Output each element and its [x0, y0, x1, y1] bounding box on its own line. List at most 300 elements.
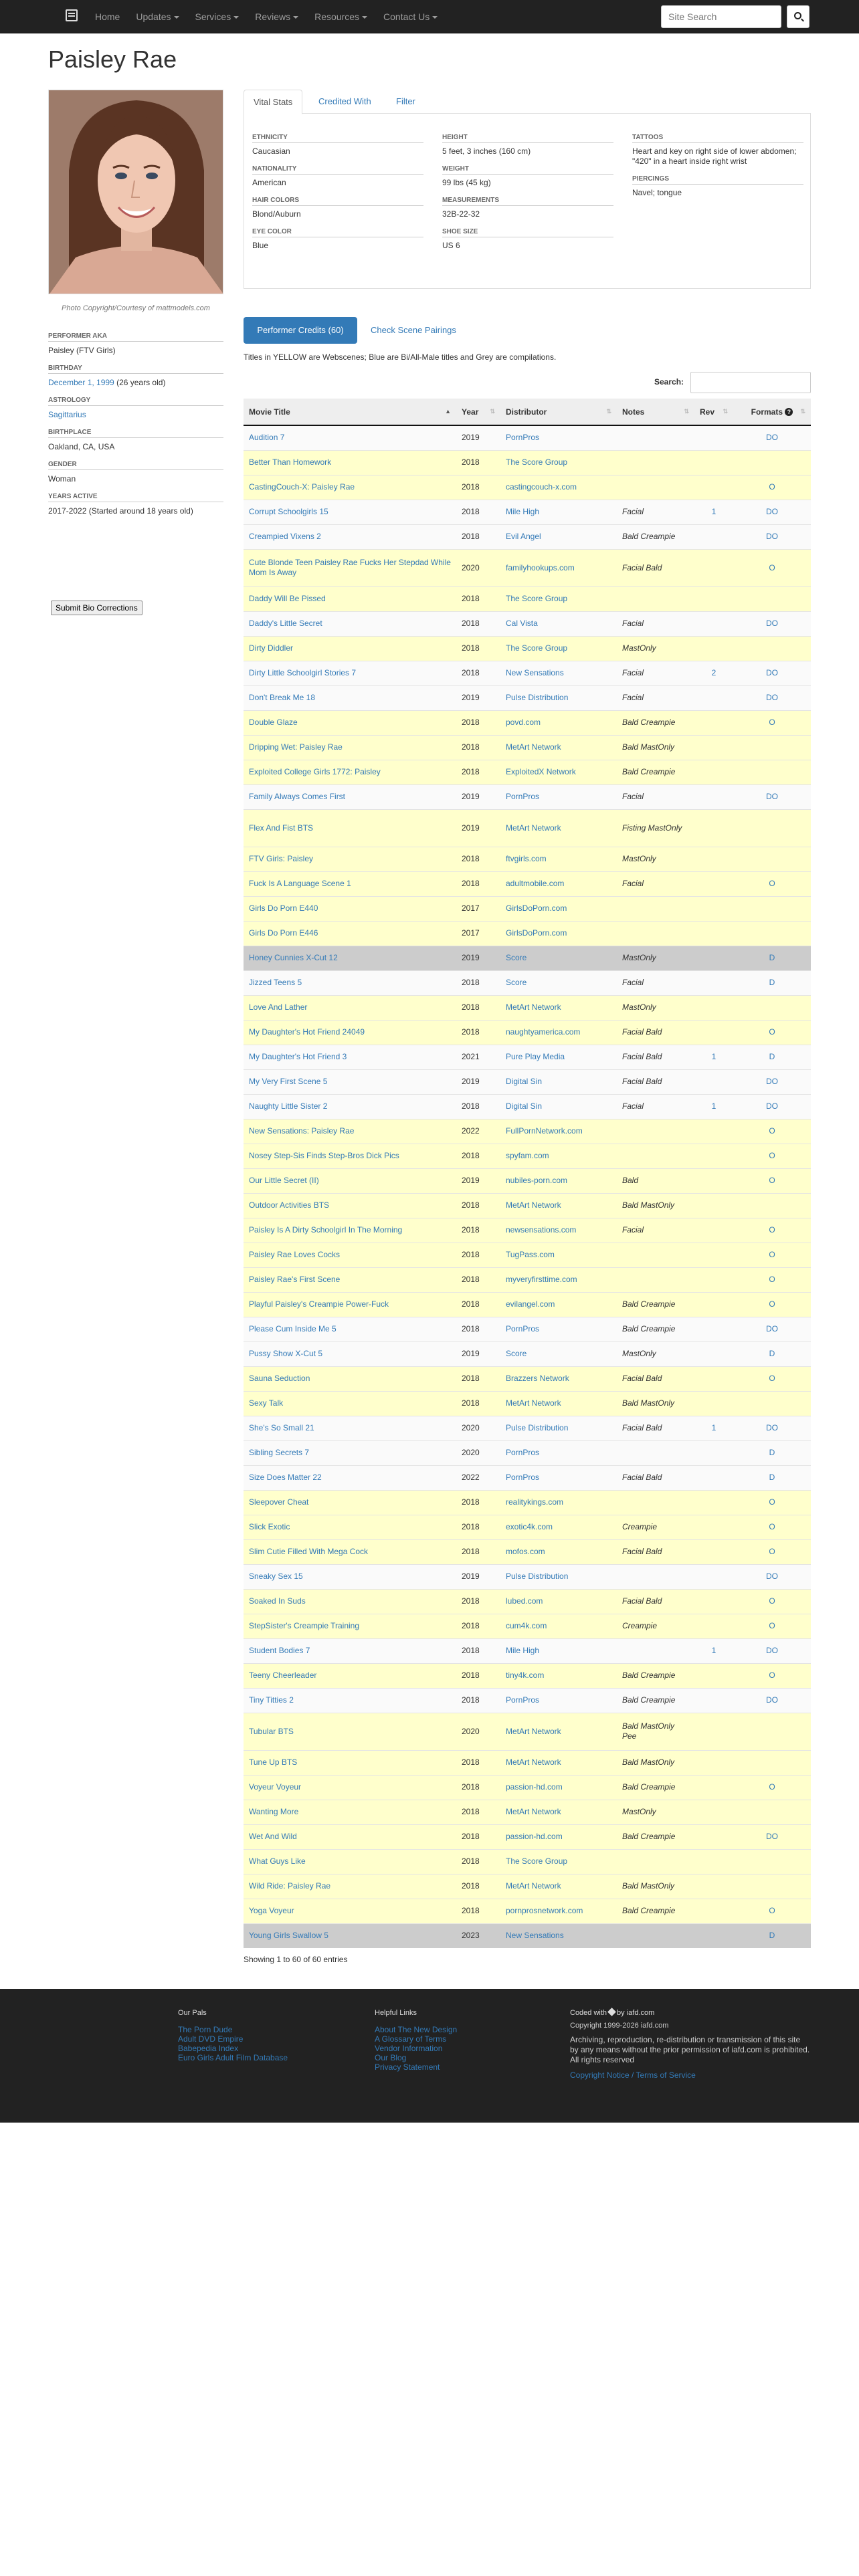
title-link[interactable]: Better Than Homework [249, 457, 332, 467]
performer-credits-button[interactable]: Performer Credits (60) [244, 317, 357, 344]
nav-item-reviews[interactable]: Reviews [247, 0, 306, 33]
formats-link[interactable]: O [769, 1497, 775, 1507]
help-question-icon[interactable]: ? [785, 408, 793, 416]
cell-notes [617, 1267, 694, 1292]
distributor-link[interactable]: Score [506, 953, 527, 962]
cell-formats [733, 1490, 811, 1515]
formats-link[interactable]: DO [766, 693, 778, 702]
cell-title [244, 1144, 456, 1168]
bio-value-performer-aka: Paisley (FTV Girls) [48, 346, 116, 355]
distributor-link[interactable]: PornPros [506, 1324, 540, 1333]
formats-link[interactable]: DO [766, 507, 778, 516]
formats-link[interactable]: O [769, 1225, 775, 1235]
formats-link[interactable]: O [769, 1547, 775, 1556]
cell-notes: MastOnly [617, 1800, 694, 1824]
title-link[interactable]: Voyeur Voyeur [249, 1782, 302, 1792]
title-link[interactable]: StepSister's Creampie Training [249, 1621, 360, 1630]
cell-title [244, 1094, 456, 1119]
cell-rev [694, 1094, 733, 1119]
distributor-link[interactable]: MetArt Network [506, 1398, 561, 1408]
formats-link[interactable]: O [769, 879, 775, 888]
bio-label-birthday: BIRTHDAY [48, 364, 223, 374]
formats-link[interactable]: O [769, 1176, 775, 1185]
title-link[interactable]: Naughty Little Sister 2 [249, 1101, 328, 1111]
title-link[interactable]: Corrupt Schoolgirls 15 [249, 507, 328, 516]
formats-link[interactable]: DO [766, 1572, 778, 1581]
cell-notes: Bald Creampie [617, 1688, 694, 1713]
cell-formats [733, 995, 811, 1020]
formats-link[interactable]: O [769, 1151, 775, 1160]
rev-link[interactable]: 1 [711, 507, 717, 516]
sort-icon: ⇅ [723, 408, 728, 415]
distributor-link[interactable]: passion-hd.com [506, 1832, 563, 1841]
rev-link[interactable]: 1 [711, 1101, 717, 1111]
cell-notes: Bald MastOnly [617, 735, 694, 760]
title-link[interactable]: Flex And Fist BTS [249, 823, 314, 833]
cell-distributor [500, 1391, 617, 1416]
cell-year: 2018 [456, 500, 500, 524]
distributor-link[interactable]: Mile High [506, 1646, 540, 1655]
formats-link[interactable]: O [769, 1782, 775, 1792]
rev-link[interactable]: 2 [711, 668, 717, 677]
cell-rev [694, 735, 733, 760]
vital-value-nationality: American [252, 178, 286, 187]
title-link[interactable]: She's So Small 21 [249, 1423, 314, 1432]
cell-distributor [500, 1193, 617, 1218]
formats-link[interactable]: D [769, 1931, 775, 1941]
distributor-link[interactable]: Pulse Distribution [506, 1572, 569, 1581]
formats-link[interactable]: D [769, 1349, 775, 1358]
table-row [244, 450, 811, 475]
table-row [244, 1292, 811, 1317]
distributor-link[interactable]: GirlsDoPorn.com [506, 903, 567, 913]
distributor-link[interactable]: nubiles-porn.com [506, 1176, 568, 1185]
distributor-link[interactable]: Pulse Distribution [506, 1423, 569, 1432]
formats-link[interactable]: DO [766, 1077, 778, 1086]
vitals-column-1 [252, 134, 423, 259]
formats-link[interactable]: DO [766, 433, 778, 443]
title-link[interactable]: Double Glaze [249, 718, 298, 727]
distributor-link[interactable]: Score [506, 978, 527, 987]
distributor-link[interactable]: The Score Group [506, 1856, 568, 1866]
formats-link[interactable]: O [769, 1621, 775, 1630]
distributor-link[interactable]: realitykings.com [506, 1497, 564, 1507]
bio-label-performer-aka: PERFORMER AKA [48, 332, 223, 342]
cell-formats [733, 661, 811, 685]
distributor-link[interactable]: MetArt Network [506, 1002, 561, 1012]
formats-link[interactable]: DO [766, 1646, 778, 1655]
cell-title [244, 1923, 456, 1948]
cell-formats [733, 760, 811, 784]
distributor-link[interactable]: MetArt Network [506, 1757, 561, 1767]
title-link[interactable]: Sneaky Sex 15 [249, 1572, 303, 1581]
distributor-link[interactable]: New Sensations [506, 668, 564, 677]
bio-label-gender: GENDER [48, 461, 223, 470]
title-link[interactable]: Slick Exotic [249, 1522, 290, 1531]
footer-link-the-porn-dude[interactable]: The Porn Dude [178, 2025, 233, 2034]
formats-link[interactable]: D [769, 978, 775, 987]
distributor-link[interactable]: adultmobile.com [506, 879, 565, 888]
cell-distributor [500, 1020, 617, 1045]
cell-notes: Facial Bald [617, 1465, 694, 1490]
title-link[interactable]: Outdoor Activities BTS [249, 1200, 330, 1210]
footer-link-euro-girls-adult-film-database[interactable]: Euro Girls Adult Film Database [178, 2053, 288, 2062]
title-link[interactable]: Sleepover Cheat [249, 1497, 309, 1507]
cell-year: 2018 [456, 586, 500, 611]
formats-link[interactable]: DO [766, 668, 778, 677]
nav-item-home[interactable]: Home [95, 11, 120, 22]
cell-notes: Bald MastOnly [617, 1874, 694, 1899]
title-link[interactable]: Dripping Wet: Paisley Rae [249, 742, 343, 752]
cell-rev [694, 1564, 733, 1589]
table-row [244, 425, 811, 450]
cell-notes: Bald Creampie [617, 524, 694, 549]
title-link[interactable]: Girls Do Porn E440 [249, 903, 318, 913]
title-link[interactable]: Audition 7 [249, 433, 285, 443]
formats-link[interactable]: DO [766, 1832, 778, 1841]
title-link[interactable]: FTV Girls: Paisley [249, 854, 314, 863]
distributor-link[interactable]: PornPros [506, 1695, 540, 1705]
rev-link[interactable]: 1 [711, 1646, 717, 1655]
formats-link[interactable]: O [769, 1374, 775, 1383]
title-link[interactable]: Teeny Cheerleader [249, 1671, 317, 1680]
cell-distributor [500, 1218, 617, 1243]
distributor-link[interactable]: MetArt Network [506, 1807, 561, 1816]
cell-formats [733, 710, 811, 735]
title-link[interactable]: Wet And Wild [249, 1832, 297, 1841]
distributor-link[interactable]: The Score Group [506, 643, 568, 653]
cell-notes: Facial [617, 661, 694, 685]
title-link[interactable]: Young Girls Swallow 5 [249, 1931, 328, 1941]
distributor-link[interactable]: castingcouch-x.com [506, 482, 577, 492]
title-link[interactable]: Sexy Talk [249, 1398, 284, 1408]
cell-rev [694, 970, 733, 995]
tab-filter[interactable]: Filter [396, 96, 415, 106]
tab-credited-with[interactable]: Credited With [318, 96, 371, 106]
footer-link-privacy-statement[interactable]: Privacy Statement [375, 2062, 440, 2072]
title-link[interactable]: Exploited College Girls 1772: Paisley [249, 767, 381, 776]
title-link[interactable]: Yoga Voyeur [249, 1906, 294, 1915]
table-search-label: Search: [654, 377, 684, 387]
scene-pairings-link[interactable]: Check Scene Pairings [371, 325, 456, 335]
cell-formats [733, 1923, 811, 1948]
formats-link[interactable]: D [769, 1052, 775, 1061]
cell-notes [617, 1564, 694, 1589]
table-search-input[interactable] [690, 372, 811, 393]
cell-formats [733, 946, 811, 970]
formats-link[interactable]: O [769, 482, 775, 492]
title-link[interactable]: Playful Paisley's Creampie Power-Fuck [249, 1299, 389, 1309]
formats-link[interactable]: DO [766, 532, 778, 541]
bio-value-gender: Woman [48, 474, 76, 484]
table-row [244, 1874, 811, 1899]
col-header-formats[interactable]: Formats ? ⇅ [733, 399, 811, 425]
cell-distributor [500, 661, 617, 685]
distributor-link[interactable]: cum4k.com [506, 1621, 547, 1630]
nav-item-resources[interactable]: Resources [306, 0, 375, 33]
cell-year: 2018 [456, 611, 500, 636]
cell-rev [694, 1440, 733, 1465]
distributor-link[interactable]: mofos.com [506, 1547, 545, 1556]
cell-year: 2018 [456, 847, 500, 871]
cell-year: 2018 [456, 1515, 500, 1539]
cell-year: 2018 [456, 524, 500, 549]
cell-formats [733, 847, 811, 871]
bio-link[interactable]: Sagittarius [48, 410, 86, 419]
footer-link-adult-dvd-empire[interactable]: Adult DVD Empire [178, 2034, 244, 2044]
footer-link-our-blog[interactable]: Our Blog [375, 2053, 407, 2062]
cell-year: 2018 [456, 475, 500, 500]
distributor-link[interactable]: newsensations.com [506, 1225, 577, 1235]
distributor-link[interactable]: familyhookups.com [506, 562, 575, 572]
tab-vital-stats[interactable]: Vital Stats [244, 90, 302, 114]
title-link[interactable]: Paisley Rae's First Scene [249, 1275, 341, 1284]
distributor-link[interactable]: The Score Group [506, 457, 568, 467]
distributor-link[interactable]: New Sensations [506, 1931, 564, 1941]
title-link[interactable]: What Guys Like [249, 1856, 306, 1866]
distributor-link[interactable]: Evil Angel [506, 532, 541, 541]
cell-title [244, 450, 456, 475]
rev-link[interactable]: 1 [711, 1052, 717, 1061]
cell-notes: Facial [617, 970, 694, 995]
footer-pals-heading: Our Pals [178, 2009, 207, 2017]
formats-link[interactable]: D [769, 1448, 775, 1457]
distributor-link[interactable]: MetArt Network [506, 1881, 561, 1891]
formats-link[interactable]: O [769, 1906, 775, 1915]
cell-distributor [500, 760, 617, 784]
distributor-link[interactable]: MetArt Network [506, 742, 561, 752]
distributor-link[interactable]: PornPros [506, 792, 540, 801]
title-link[interactable]: Student Bodies 7 [249, 1646, 310, 1655]
title-link[interactable]: New Sensations: Paisley Rae [249, 1126, 355, 1136]
title-link[interactable]: Our Little Secret (II) [249, 1176, 319, 1185]
cell-distributor [500, 847, 617, 871]
distributor-link[interactable]: myveryfirsttime.com [506, 1275, 577, 1284]
table-row [244, 1539, 811, 1564]
distributor-link[interactable]: Digital Sin [506, 1077, 543, 1086]
title-link[interactable]: Family Always Comes First [249, 792, 346, 801]
title-link[interactable]: Don't Break Me 18 [249, 693, 316, 702]
cell-notes: Fisting MastOnly [617, 809, 694, 847]
footer-copyright [570, 2009, 811, 2080]
rev-link[interactable]: 1 [711, 1423, 717, 1432]
distributor-link[interactable]: Brazzers Network [506, 1374, 569, 1383]
home-brand-icon[interactable] [66, 9, 78, 21]
title-link[interactable]: Sibling Secrets 7 [249, 1448, 310, 1457]
distributor-link[interactable]: FullPornNetwork.com [506, 1126, 583, 1136]
formats-link[interactable]: O [769, 1250, 775, 1259]
col-header-notes[interactable]: Notes ⇅ [617, 399, 694, 425]
distributor-link[interactable]: GirlsDoPorn.com [506, 928, 567, 938]
distributor-link[interactable]: evilangel.com [506, 1299, 555, 1309]
title-link[interactable]: Paisley Is A Dirty Schoolgirl In The Morning [249, 1225, 403, 1235]
cell-year: 2018 [456, 970, 500, 995]
distributor-link[interactable]: Pure Play Media [506, 1052, 565, 1061]
vital-value-measurements: 32B-22-32 [442, 209, 480, 219]
formats-link[interactable]: DO [766, 792, 778, 801]
title-link[interactable]: Cute Blonde Teen Paisley Rae Fucks Her Stepdad While Mom Is Away [249, 558, 451, 577]
col-header-rev[interactable]: Rev ⇅ [694, 399, 733, 425]
vitals-column-3 [632, 134, 803, 207]
cell-formats [733, 549, 811, 586]
cell-rev [694, 1589, 733, 1614]
title-link[interactable]: Creampied Vixens 2 [249, 532, 321, 541]
table-row [244, 1267, 811, 1292]
distributor-link[interactable]: PornPros [506, 1448, 540, 1457]
cell-distributor [500, 1440, 617, 1465]
formats-link[interactable]: O [769, 562, 775, 572]
title-link[interactable]: Paisley Rae Loves Cocks [249, 1250, 341, 1259]
cell-year: 2019 [456, 1341, 500, 1366]
distributor-link[interactable]: Digital Sin [506, 1101, 543, 1111]
formats-link[interactable]: DO [766, 1101, 778, 1111]
cell-formats [733, 1515, 811, 1539]
distributor-link[interactable]: naughtyamerica.com [506, 1027, 581, 1037]
footer-link-about-the-new-design[interactable]: About The New Design [375, 2025, 458, 2034]
cell-rev [694, 524, 733, 549]
title-link[interactable]: Tubular BTS [249, 1726, 294, 1736]
distributor-link[interactable]: The Score Group [506, 594, 568, 603]
title-link[interactable]: Pussy Show X-Cut 5 [249, 1349, 323, 1358]
formats-link[interactable]: D [769, 953, 775, 962]
footer-link-vendor-information[interactable]: Vendor Information [375, 2044, 443, 2053]
cell-notes: Facial [617, 1094, 694, 1119]
formats-link[interactable]: O [769, 1275, 775, 1284]
bio-link[interactable]: December 1, 1999 [48, 378, 114, 387]
distributor-link[interactable]: exotic4k.com [506, 1522, 553, 1531]
formats-link[interactable]: DO [766, 619, 778, 628]
title-link[interactable]: Please Cum Inside Me 5 [249, 1324, 337, 1333]
title-link[interactable]: Honey Cunnies X-Cut 12 [249, 953, 338, 962]
distributor-link[interactable]: povd.com [506, 718, 541, 727]
distributor-link[interactable]: pornprosnetwork.com [506, 1906, 583, 1915]
title-link[interactable]: Love And Lather [249, 1002, 308, 1012]
title-link[interactable]: Size Does Matter 22 [249, 1473, 322, 1482]
cell-title [244, 1416, 456, 1440]
cell-title [244, 1800, 456, 1824]
title-link[interactable]: Soaked In Suds [249, 1596, 306, 1606]
formats-link[interactable]: O [769, 1596, 775, 1606]
formats-link[interactable]: O [769, 1522, 775, 1531]
cell-formats [733, 735, 811, 760]
cell-year: 2018 [456, 1775, 500, 1800]
table-row [244, 1899, 811, 1923]
distributor-link[interactable]: Mile High [506, 507, 540, 516]
table-row [244, 1490, 811, 1515]
cell-notes: Bald Creampie [617, 1824, 694, 1849]
formats-link[interactable]: O [769, 1671, 775, 1680]
title-link[interactable]: Sauna Seduction [249, 1374, 310, 1383]
title-link[interactable]: Slim Cutie Filled With Mega Cock [249, 1547, 369, 1556]
distributor-link[interactable]: spyfam.com [506, 1151, 549, 1160]
terms-of-service-link[interactable]: Copyright Notice / Terms of Service [570, 2070, 696, 2080]
nav-item-updates[interactable]: Updates [128, 0, 187, 33]
footer-link-babepedia-index[interactable]: Babepedia Index [178, 2044, 239, 2053]
cell-formats [733, 1218, 811, 1243]
title-link[interactable]: Nosey Step-Sis Finds Step-Bros Dick Pics [249, 1151, 399, 1160]
cell-distributor [500, 1144, 617, 1168]
cell-year: 2018 [456, 1094, 500, 1119]
distributor-link[interactable]: Pulse Distribution [506, 693, 569, 702]
distributor-link[interactable]: ftvgirls.com [506, 854, 547, 863]
submit-bio-corrections-button[interactable]: Submit Bio Corrections [51, 601, 142, 615]
table-row [244, 871, 811, 896]
cell-title [244, 1465, 456, 1490]
distributor-link[interactable]: Score [506, 1349, 527, 1358]
distributor-link[interactable]: Cal Vista [506, 619, 538, 628]
nav-item-contact-us[interactable]: Contact Us [375, 0, 446, 33]
distributor-link[interactable]: MetArt Network [506, 823, 561, 833]
footer-link-a-glossary-of-terms[interactable]: A Glossary of Terms [375, 2034, 447, 2044]
formats-link[interactable]: DO [766, 1423, 778, 1432]
search-button[interactable] [787, 5, 809, 28]
distributor-link[interactable]: MetArt Network [506, 1200, 561, 1210]
title-link[interactable]: Tiny Titties 2 [249, 1695, 294, 1705]
formats-link[interactable]: DO [766, 1695, 778, 1705]
distributor-link[interactable]: tiny4k.com [506, 1671, 545, 1680]
formats-link[interactable]: O [769, 1126, 775, 1136]
title-link[interactable]: Girls Do Porn E446 [249, 928, 318, 938]
title-link[interactable]: Tune Up BTS [249, 1757, 298, 1767]
color-legend-text: Titles in YELLOW are Webscenes; Blue are Bi/All-Male titles and Grey are compilations. [244, 352, 557, 362]
distributor-link[interactable]: ExploitedX Network [506, 767, 576, 776]
title-link[interactable]: My Daughter's Hot Friend 24049 [249, 1027, 365, 1037]
distributor-link[interactable]: PornPros [506, 433, 540, 443]
cell-distributor [500, 970, 617, 995]
cell-formats [733, 1638, 811, 1663]
cell-distributor [500, 1775, 617, 1800]
formats-link[interactable]: D [769, 1473, 775, 1482]
distributor-link[interactable]: TugPass.com [506, 1250, 555, 1259]
cell-formats [733, 1119, 811, 1144]
title-link[interactable]: My Very First Scene 5 [249, 1077, 328, 1086]
col-header-title[interactable]: Movie Title ▲ [244, 399, 456, 425]
cell-formats [733, 921, 811, 946]
copyright-text: Copyright 1999-2026 iafd.com [570, 2022, 669, 2030]
formats-link[interactable]: DO [766, 1324, 778, 1333]
formats-link[interactable]: O [769, 718, 775, 727]
title-link[interactable]: Wild Ride: Paisley Rae [249, 1881, 331, 1891]
table-row [244, 710, 811, 735]
nav-item-services[interactable]: Services [187, 0, 248, 33]
title-link[interactable]: Fuck Is A Language Scene 1 [249, 879, 351, 888]
col-header-year[interactable]: Year ⇅ [456, 399, 500, 425]
col-header-distributor[interactable]: Distributor ⇅ [500, 399, 617, 425]
title-link[interactable]: My Daughter's Hot Friend 3 [249, 1052, 347, 1061]
cell-distributor [500, 1614, 617, 1638]
cell-title [244, 970, 456, 995]
site-search-input[interactable] [661, 5, 781, 28]
title-link[interactable]: Daddy's Little Secret [249, 619, 322, 628]
title-link[interactable]: Dirty Little Schoolgirl Stories 7 [249, 668, 357, 677]
cell-notes: Bald Creampie [617, 710, 694, 735]
distributor-link[interactable]: lubed.com [506, 1596, 543, 1606]
cell-notes: Bald Creampie [617, 1899, 694, 1923]
cell-notes [617, 450, 694, 475]
title-link[interactable]: Dirty Diddler [249, 643, 294, 653]
title-link[interactable]: Jizzed Teens 5 [249, 978, 302, 987]
title-link[interactable]: Daddy Will Be Pissed [249, 594, 326, 603]
formats-link[interactable]: O [769, 1027, 775, 1037]
cell-year: 2018 [456, 661, 500, 685]
cell-rev [694, 1775, 733, 1800]
distributor-link[interactable]: PornPros [506, 1473, 540, 1482]
distributor-link[interactable]: passion-hd.com [506, 1782, 563, 1792]
title-link[interactable]: Wanting More [249, 1807, 299, 1816]
title-link[interactable]: CastingCouch-X: Paisley Rae [249, 482, 355, 492]
distributor-link[interactable]: MetArt Network [506, 1726, 561, 1736]
formats-link[interactable]: O [769, 1299, 775, 1309]
